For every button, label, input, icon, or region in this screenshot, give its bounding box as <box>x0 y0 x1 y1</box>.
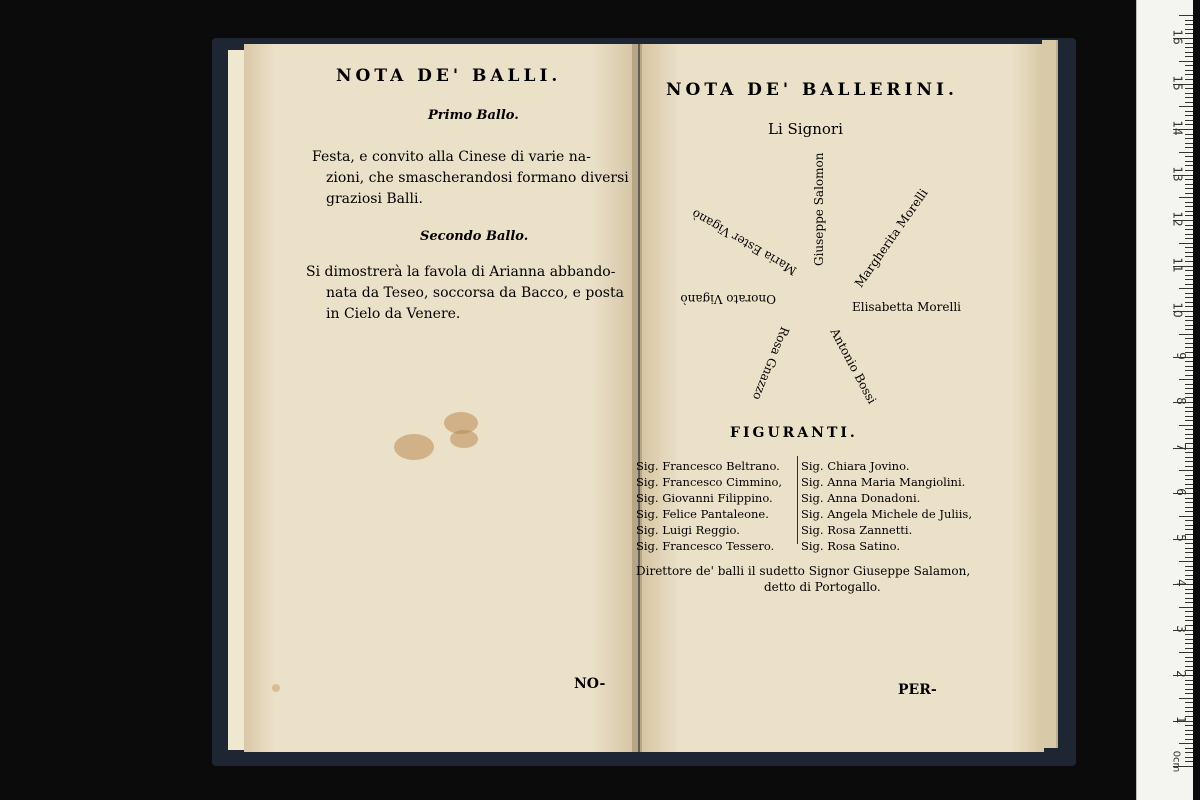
dancer-name: Rosa Gnazzo <box>749 324 792 403</box>
list-item: Sig. Giovanni Filippino. <box>636 491 773 505</box>
gutter <box>632 44 642 752</box>
ruler-tick <box>1185 575 1193 576</box>
page-title-ballerini: NOTA DE' BALLERINI. <box>666 80 958 100</box>
ruler-tick <box>1185 666 1193 667</box>
text-line: Festa, e convito alla Cinese di varie na- <box>312 149 591 165</box>
ruler-tick <box>1185 102 1193 103</box>
director-line-2: detto di Portogallo. <box>764 580 881 594</box>
ruler-tick <box>1185 566 1193 567</box>
stain <box>394 434 434 460</box>
catchword-right: PER- <box>898 682 937 698</box>
list-item: Sig. Francesco Cimmino, <box>636 475 783 489</box>
ruler-tick <box>1185 238 1193 239</box>
ruler-tick <box>1185 325 1193 326</box>
ruler-tick <box>1185 711 1193 712</box>
text-line: zioni, che smascherandosi formano diversi <box>326 170 629 186</box>
ruler-tick <box>1185 725 1193 726</box>
ruler-tick <box>1185 648 1193 649</box>
ruler-tick <box>1185 170 1193 171</box>
ruler-tick <box>1185 316 1193 317</box>
ruler-number: 7 <box>1174 442 1189 451</box>
ruler-number: 3 <box>1174 624 1189 633</box>
ruler-tick <box>1185 634 1193 635</box>
primo-ballo-heading: Primo Ballo. <box>428 108 519 123</box>
ruler-tick <box>1179 61 1193 62</box>
ruler-tick <box>1185 20 1193 21</box>
ruler-tick <box>1185 52 1193 53</box>
ruler-tick <box>1185 525 1193 526</box>
ruler-tick <box>1179 470 1193 471</box>
page-edges <box>1042 40 1058 748</box>
ruler-tick <box>1185 179 1193 180</box>
ruler-tick <box>1185 47 1193 48</box>
ruler-tick <box>1185 56 1193 57</box>
ruler-tick <box>1185 256 1193 257</box>
ruler-tick <box>1185 507 1193 508</box>
ruler-tick <box>1185 188 1193 189</box>
ruler-tick <box>1185 680 1193 681</box>
list-item: Sig. Francesco Tessero. <box>636 539 775 553</box>
ruler-tick <box>1185 320 1193 321</box>
ruler-tick <box>1185 420 1193 421</box>
ruler-tick <box>1185 134 1193 135</box>
ruler-tick <box>1185 593 1193 594</box>
dancer-name: Giuseppe Salomon <box>812 152 826 266</box>
ruler-tick <box>1185 693 1193 694</box>
dancer-name: Margherita Morelli <box>852 186 931 291</box>
primo-ballo-text <box>312 147 629 210</box>
list-item: Sig. Rosa Zannetti. <box>801 523 913 537</box>
ruler-tick <box>1185 275 1193 276</box>
ruler-tick <box>1185 306 1193 307</box>
ruler-tick <box>1185 138 1193 139</box>
director-line: Direttore de' balli il sudetto Signor Giuseppe Salamon, <box>636 564 971 578</box>
ruler-tick <box>1185 416 1193 417</box>
ruler-tick <box>1185 452 1193 453</box>
ruler-tick <box>1185 752 1193 753</box>
ruler-tick <box>1185 484 1193 485</box>
ruler-tick <box>1185 156 1193 157</box>
ruler-tick <box>1185 429 1193 430</box>
ruler-tick <box>1185 457 1193 458</box>
ruler-tick <box>1185 366 1193 367</box>
ruler-tick <box>1185 329 1193 330</box>
ruler-tick <box>1185 757 1193 758</box>
ruler-tick <box>1185 111 1193 112</box>
ruler-tick <box>1185 434 1193 435</box>
ruler-number: 2 <box>1174 670 1189 678</box>
ruler-tick <box>1185 215 1193 216</box>
ruler-tick <box>1179 743 1193 744</box>
list-item: Sig. Rosa Satino. <box>801 539 901 553</box>
ruler-tick <box>1185 498 1193 499</box>
ruler-tick <box>1185 557 1193 558</box>
ruler-tick <box>1179 698 1193 699</box>
ruler-tick <box>1185 438 1193 439</box>
ruler-tick <box>1185 29 1193 30</box>
list-item: Sig. Francesco Beltrano. <box>636 459 780 473</box>
ruler-tick <box>1185 161 1193 162</box>
ruler-tick <box>1179 607 1193 608</box>
ruler-tick <box>1179 15 1193 16</box>
ruler-number: 4 <box>1174 579 1189 587</box>
ruler-tick <box>1185 707 1193 708</box>
text-line: Si dimostrerà la favola di Arianna abbando- <box>306 264 616 280</box>
ruler-tick <box>1179 561 1193 562</box>
ruler-tick <box>1185 639 1193 640</box>
ruler-tick <box>1185 252 1193 253</box>
page-title-balli: NOTA DE' BALLI. <box>336 66 562 86</box>
ruler-tick <box>1185 570 1193 571</box>
ruler-tick <box>1185 338 1193 339</box>
ruler-tick <box>1185 761 1193 762</box>
ruler-tick <box>1185 65 1193 66</box>
ruler-tick <box>1185 70 1193 71</box>
column-divider <box>797 456 798 544</box>
ruler-tick <box>1185 124 1193 125</box>
catchword-left: NO- <box>574 676 606 692</box>
ruler-tick <box>1185 74 1193 75</box>
ruler-number: 1 <box>1174 715 1189 724</box>
ruler-number: 12 <box>1170 211 1185 227</box>
ruler-number: 5 <box>1174 533 1189 542</box>
dancer-name: Onorato Viganò <box>680 292 776 306</box>
ruler-tick <box>1185 548 1193 549</box>
ruler-tick <box>1179 425 1193 426</box>
stain <box>272 684 280 692</box>
ruler-tick <box>1185 502 1193 503</box>
ruler-tick <box>1185 225 1193 226</box>
ruler-tick <box>1185 589 1193 590</box>
ruler-tick <box>1179 243 1193 244</box>
ruler-tick <box>1185 211 1193 212</box>
ruler-tick <box>1185 115 1193 116</box>
ruler-tick <box>1185 529 1193 530</box>
measurement-ruler <box>1136 0 1193 800</box>
ruler-tick <box>1179 516 1193 517</box>
right-page <box>640 44 1044 752</box>
dancer-name: Elisabetta Morelli <box>852 300 962 314</box>
ruler-tick <box>1185 407 1193 408</box>
ruler-tick <box>1185 202 1193 203</box>
ruler-tick <box>1185 234 1193 235</box>
ruler-tick <box>1179 652 1193 653</box>
ruler-tick <box>1185 466 1193 467</box>
list-item: Sig. Luigi Reggio. <box>636 523 740 537</box>
ruler-number: 13 <box>1170 165 1185 182</box>
ruler-tick <box>1185 206 1193 207</box>
li-signori-subtitle: Li Signori <box>768 120 843 138</box>
figuranti-right-list <box>801 458 972 554</box>
ruler-tick <box>1179 288 1193 289</box>
ruler-tick <box>1185 611 1193 612</box>
list-item: Sig. Felice Pantaleone. <box>636 507 769 521</box>
ruler-tick <box>1185 475 1193 476</box>
ruler-number: 6 <box>1174 488 1189 496</box>
figuranti-title: FIGURANTI. <box>730 425 858 441</box>
ruler-tick <box>1185 184 1193 185</box>
ruler-tick <box>1185 261 1193 262</box>
ruler-tick <box>1185 661 1193 662</box>
secondo-ballo-text <box>306 262 624 325</box>
ruler-tick <box>1185 734 1193 735</box>
ruler-tick <box>1185 297 1193 298</box>
list-item: Sig. Chiara Jovino. <box>801 459 910 473</box>
ruler-number: 16 <box>1170 29 1185 45</box>
ruler-tick <box>1185 393 1193 394</box>
ruler-tick <box>1185 343 1193 344</box>
ruler-tick <box>1185 302 1193 303</box>
ruler-tick <box>1185 97 1193 98</box>
ruler-tick <box>1185 347 1193 348</box>
ruler-tick <box>1185 229 1193 230</box>
ruler-number: 14 <box>1170 120 1185 136</box>
ruler-tick <box>1185 143 1193 144</box>
dancer-name: Maria Ester Viganò <box>689 206 799 278</box>
ruler-tick <box>1185 479 1193 480</box>
ruler-tick <box>1185 461 1193 462</box>
ruler-tick <box>1185 93 1193 94</box>
ruler-tick <box>1185 247 1193 248</box>
ruler-tick <box>1185 684 1193 685</box>
ruler-tick <box>1185 657 1193 658</box>
ruler-tick <box>1185 388 1193 389</box>
list-item: Sig. Anna Donadoni. <box>801 491 921 505</box>
list-item: Sig. Angela Michele de Juliis, <box>801 507 972 521</box>
ruler-tick <box>1185 293 1193 294</box>
ruler-tick <box>1185 147 1193 148</box>
ruler-tick <box>1185 730 1193 731</box>
ruler-tick <box>1185 279 1193 280</box>
ruler-tick <box>1185 384 1193 385</box>
figuranti-left-list <box>636 458 782 554</box>
ruler-tick <box>1185 79 1193 80</box>
ruler-number: 15 <box>1170 74 1185 91</box>
ruler-tick <box>1185 165 1193 166</box>
ruler-tick <box>1185 24 1193 25</box>
ruler-tick <box>1185 552 1193 553</box>
ruler-tick <box>1185 748 1193 749</box>
ruler-tick <box>1185 284 1193 285</box>
ruler-number: 9 <box>1174 351 1189 360</box>
ruler-tick <box>1185 375 1193 376</box>
ruler-tick <box>1185 193 1193 194</box>
ruler-tick <box>1179 334 1193 335</box>
ruler-tick <box>1185 543 1193 544</box>
ruler-tick <box>1185 616 1193 617</box>
ruler-tick <box>1185 88 1193 89</box>
ruler-tick <box>1185 702 1193 703</box>
ruler-tick <box>1185 361 1193 362</box>
ruler-number: 11 <box>1170 256 1185 273</box>
text-line: graziosi Balli. <box>326 191 423 207</box>
ruler-tick <box>1179 197 1193 198</box>
ruler-tick <box>1185 598 1193 599</box>
ruler-tick <box>1179 152 1193 153</box>
ruler-tick <box>1185 270 1193 271</box>
ruler-tick <box>1185 739 1193 740</box>
ruler-tick <box>1185 602 1193 603</box>
ruler-tick <box>1185 43 1193 44</box>
ruler-tick <box>1185 511 1193 512</box>
ruler-tick <box>1185 620 1193 621</box>
text-line: in Cielo da Venere. <box>326 306 461 322</box>
ruler-tick <box>1185 33 1193 34</box>
ruler-tick <box>1179 379 1193 380</box>
ruler-tick <box>1179 106 1193 107</box>
ruler-tick <box>1185 520 1193 521</box>
ruler-number: 8 <box>1174 397 1189 405</box>
ruler-number: 10 <box>1170 302 1185 318</box>
ruler-tick <box>1185 120 1193 121</box>
dancer-name: Antonio Bossi <box>827 326 880 407</box>
secondo-ballo-heading: Secondo Ballo. <box>420 229 529 244</box>
list-item: Sig. Anna Maria Mangiolini. <box>801 475 966 489</box>
ruler-tick <box>1185 411 1193 412</box>
ruler-tick <box>1185 643 1193 644</box>
text-line: nata da Teseo, soccorsa da Bacco, e posta <box>326 285 624 301</box>
ruler-unit-label: 0cm <box>1170 750 1182 773</box>
ruler-tick <box>1185 370 1193 371</box>
stain <box>450 430 478 448</box>
ruler-tick <box>1185 689 1193 690</box>
